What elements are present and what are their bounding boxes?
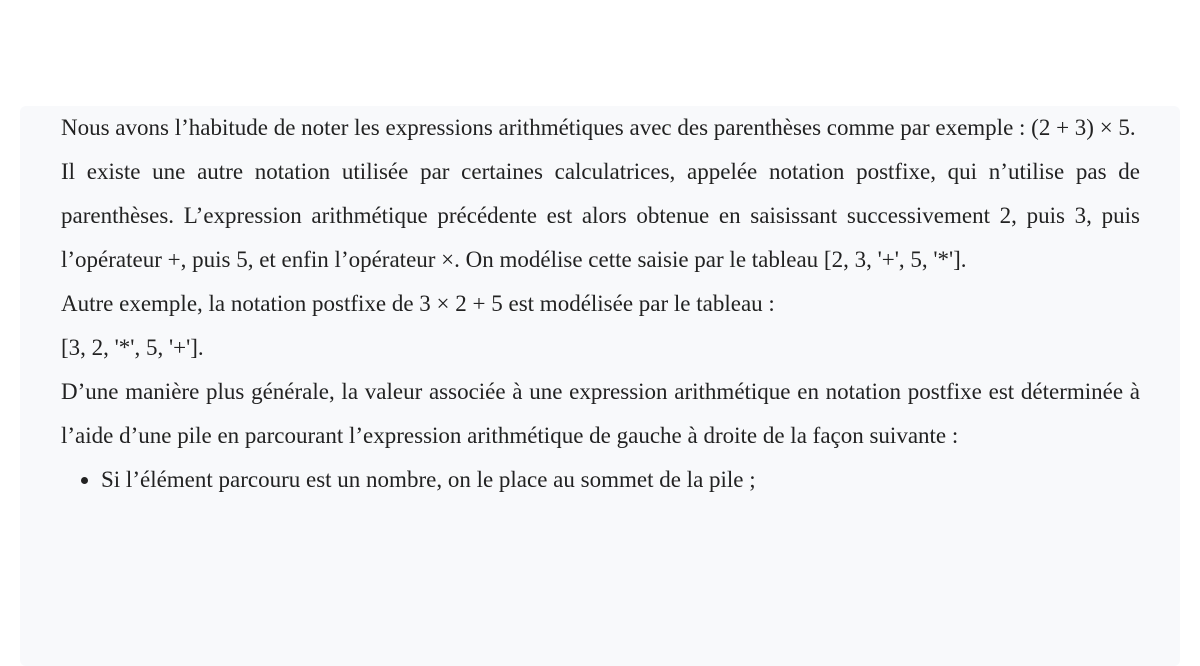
- paragraph-other-example: Autre exemple, la notation postfixe de 3 × 2 + 5 est modélisée par le tableau :: [61, 291, 775, 316]
- paragraph-example-array: [3, 2, '*', 5, '+'].: [61, 335, 204, 360]
- paragraph-intro: Nous avons l’habitude de noter les expressions arithmétiques avec des parenthèses comme par exemple : (2 + 3) × 5.: [61, 115, 1136, 140]
- paragraph-general-method: D’une manière plus générale, la valeur associée à une expression arithmétique en notation postfixe est déterminée à l’aide d’une pile en parcourant l’expression arithmétique de gauche à droite de la façon suivante :: [61, 379, 1140, 448]
- document-body: [61, 106, 1140, 502]
- paragraph-postfix-explanation: Il existe une autre notation utilisée par certaines calculatrices, appelée notation postfixe, qui n’utilise pas de parenthèses. L’expression arithmétique précédente est alors obtenue en saisissant successivement 2, puis 3, puis l’opérateur +, puis 5, et enfin l’opérateur ×. On modélise cette saisie par le tableau [2, 3, '+', 5, '*'].: [61, 159, 1140, 272]
- list-item: • Si l’élément parcouru est un nombre, on le place au sommet de la pile ;: [101, 458, 1140, 502]
- rules-list: [61, 458, 1140, 502]
- content-card: [20, 106, 1180, 666]
